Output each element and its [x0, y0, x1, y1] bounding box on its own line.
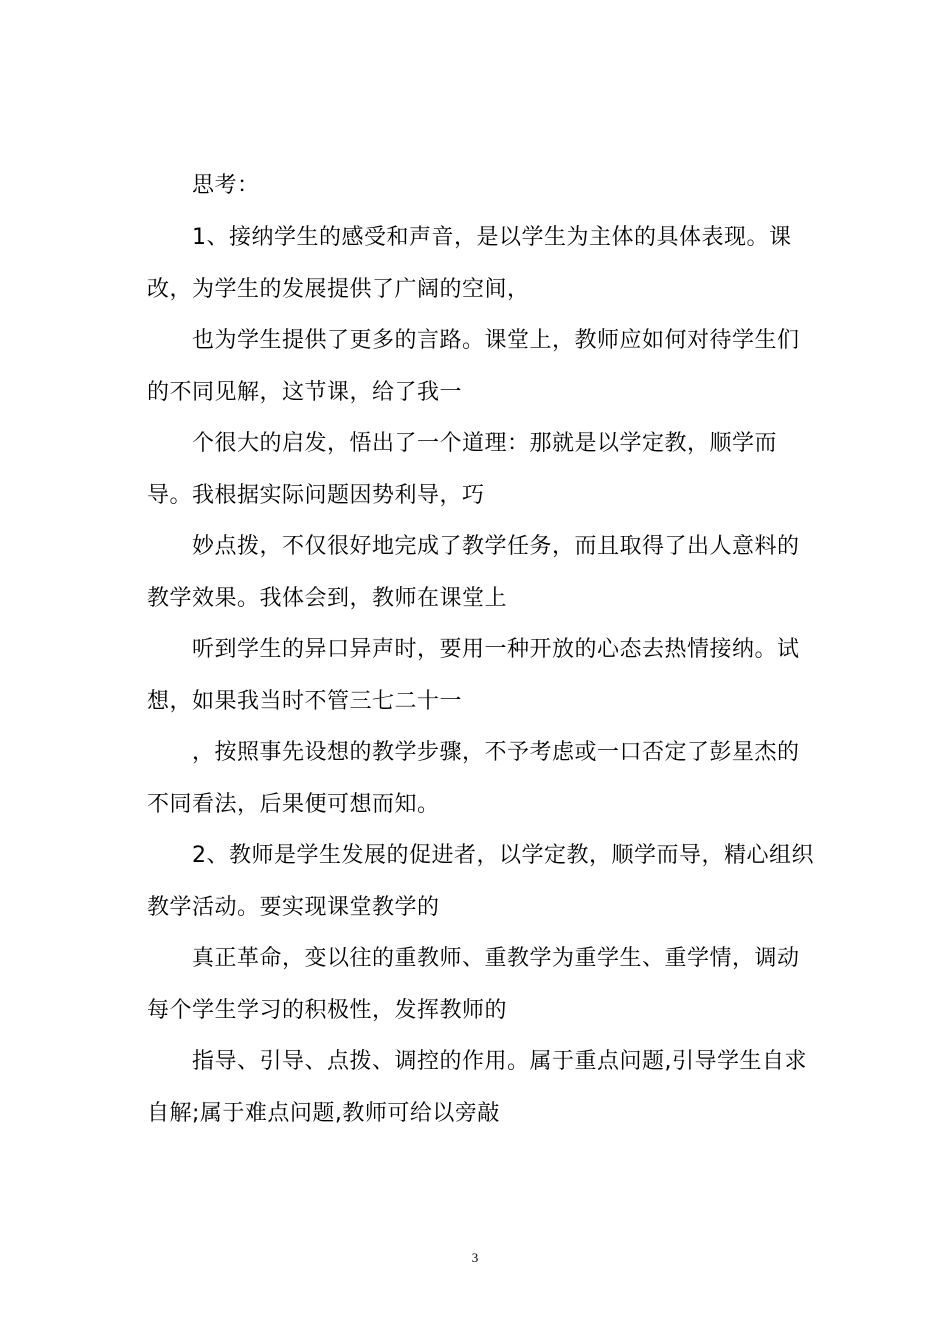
paragraph-line: 2、教师是学生发展的促进者，以学定教，顺学而导，精心组织 — [192, 843, 814, 868]
paragraph-line: 听到学生的异口异声时，要用一种开放的心态去热情接纳。试 — [192, 637, 800, 662]
paragraph-line: 自解;属于难点问题,教师可给以旁敲 — [147, 1101, 500, 1126]
paragraph-line: 教学效果。我体会到，教师在课堂上 — [147, 586, 508, 611]
paragraph-line: ，按照事先设想的教学步骤，不予考虑或一口否定了彭星杰的 — [192, 740, 800, 765]
paragraph-line: 个很大的启发，悟出了一个道理：那就是以学定教，顺学而 — [192, 431, 778, 456]
paragraph-line: 每个学生学习的积极性，发挥教师的 — [147, 998, 508, 1023]
paragraph-line: 想，如果我当时不管三七二十一 — [147, 689, 463, 714]
paragraph-line: 的不同见解，这节课，给了我一 — [147, 380, 463, 405]
section-heading: 思考： — [192, 173, 260, 198]
paragraph-line: 不同看法，后果便可想而知。 — [147, 792, 440, 817]
paragraph-line: 改，为学生的发展提供了广阔的空间， — [147, 277, 530, 302]
paragraph-line: 也为学生提供了更多的言路。课堂上，教师应如何对待学生们 — [192, 328, 800, 353]
paragraph-line: 导。我根据实际问题因势利导，巧 — [147, 483, 485, 508]
paragraph-line: 妙点拨，不仅很好地完成了教学任务，而且取得了出人意料的 — [192, 534, 800, 559]
paragraph-line: 真正革命，变以往的重教师、重教学为重学生、重学情，调动 — [192, 946, 800, 971]
paragraph-line: 1、接纳学生的感受和声音，是以学生为主体的具体表现。课 — [192, 225, 792, 250]
page-number: 3 — [471, 1250, 479, 1265]
paragraph-line: 指导、引导、点拨、调控的作用。属于重点问题,引导学生自求 — [192, 1049, 807, 1074]
paragraph-line: 教学活动。要实现课堂教学的 — [147, 895, 440, 920]
